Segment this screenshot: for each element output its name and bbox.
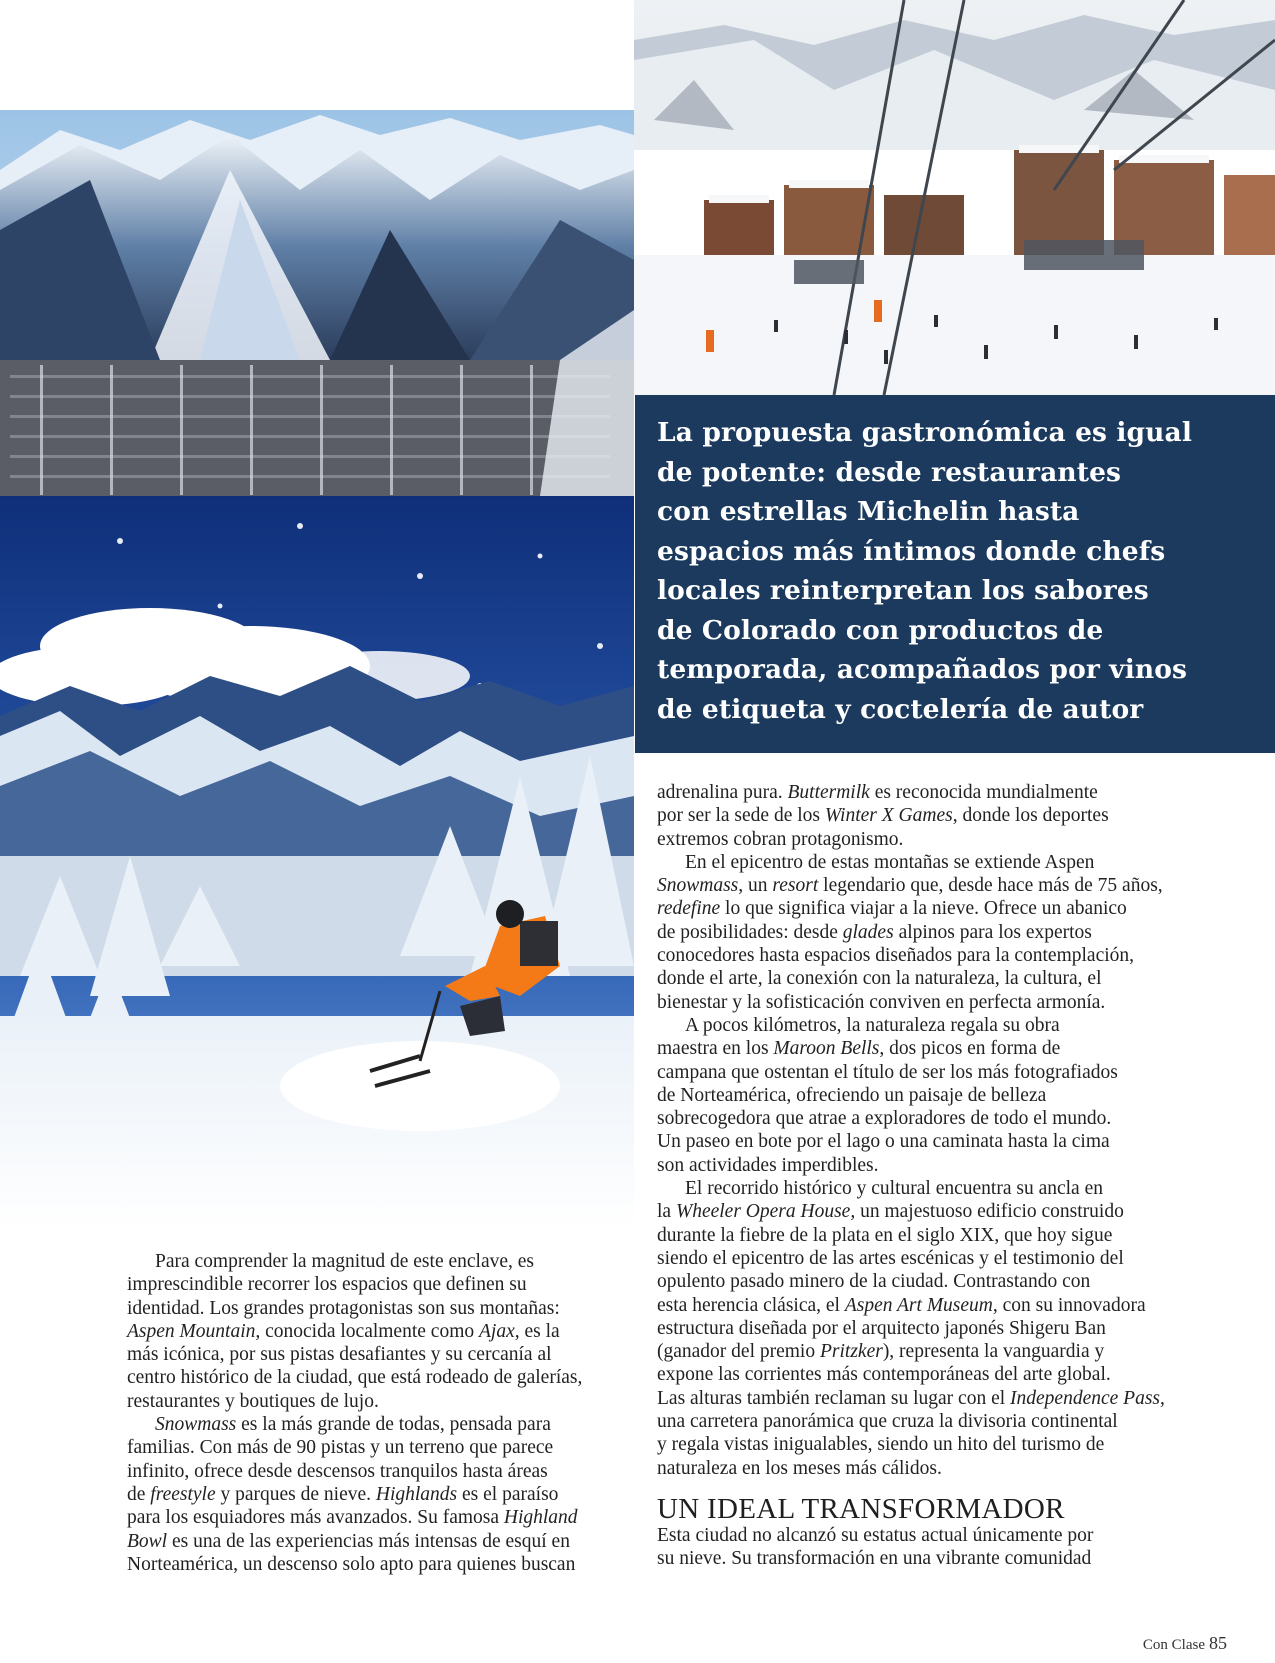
text-line bbox=[657, 1340, 1167, 1363]
text-line: siendo el epicentro de las artes escénicas y el testimonio del bbox=[657, 1247, 1124, 1269]
text-run: maestra en los bbox=[657, 1038, 774, 1060]
text-line: El recorrido histórico y cultural encuentra su ancla en bbox=[685, 1178, 1103, 1200]
italic-term: redefine bbox=[657, 898, 721, 920]
text-line: naturaleza en los meses más cálidos. bbox=[657, 1457, 942, 1479]
text-line bbox=[657, 897, 1167, 920]
text-line: identidad. Los grandes protagonistas son sus montañas: bbox=[127, 1297, 560, 1319]
text-line: durante la fiebre de la plata en el siglo XIX, que hoy sigue bbox=[657, 1224, 1113, 1246]
pull-quote-line: espacios más íntimos donde chefs bbox=[657, 535, 1166, 567]
text-line: En el epicentro de estas montañas se extiende Aspen bbox=[685, 851, 1095, 873]
italic-term: Aspen Art Museum bbox=[844, 1294, 993, 1316]
italic-term: Buttermilk bbox=[787, 782, 870, 803]
page-number: 85 bbox=[1209, 1633, 1227, 1653]
text-line: Para comprender la magnitud de este enclave, es bbox=[155, 1251, 535, 1272]
text-run: para los esquiadores más avanzados. Su famosa bbox=[127, 1507, 504, 1529]
italic-term: Aspen Mountain, bbox=[127, 1320, 261, 1342]
italic-term: Independence Pass bbox=[1010, 1387, 1161, 1409]
italic-term: glades bbox=[842, 921, 894, 943]
magazine-name: Con Clase bbox=[1142, 1637, 1205, 1653]
italic-term: resort bbox=[772, 875, 819, 897]
paragraph bbox=[657, 1524, 1167, 1571]
text-line bbox=[657, 1200, 1167, 1223]
pull-quote bbox=[635, 395, 1275, 753]
paragraph bbox=[657, 1014, 1167, 1177]
text-run: de posibilidades: desde bbox=[657, 921, 843, 943]
text-line: centro histórico de la ciudad, que está rodeado de galerías, bbox=[127, 1367, 583, 1389]
text-line: conocedores hasta espacios diseñados para la contemplación, bbox=[657, 945, 1135, 967]
text-line: su nieve. Su transformación en una vibrante comunidad bbox=[657, 1548, 1092, 1570]
paragraph bbox=[127, 1250, 627, 1413]
text-run: , dos picos en forma de bbox=[879, 1038, 1061, 1060]
text-run: , con su innovadora bbox=[992, 1294, 1146, 1316]
italic-term: Maroon Bells bbox=[773, 1038, 880, 1060]
text-line bbox=[127, 1483, 627, 1506]
italic-term: Snowmass bbox=[657, 875, 739, 897]
pull-quote-line: con estrellas Michelin hasta bbox=[657, 496, 1080, 527]
text-run: es una de las experiencias más intensas de esquí en bbox=[167, 1530, 570, 1552]
section-heading: UN IDEAL TRANSFORMADOR bbox=[657, 1492, 1065, 1525]
text-run: ), representa la vanguardia y bbox=[882, 1341, 1105, 1363]
text-line: bienestar y la sofisticación conviven en perfecta armonía. bbox=[657, 991, 1106, 1013]
text-line: A pocos kilómetros, la naturaleza regala su obra bbox=[685, 1014, 1060, 1036]
text-run: y parques de nieve. bbox=[215, 1483, 376, 1505]
article-column-left bbox=[127, 1250, 627, 1576]
pull-quote-line: La propuesta gastronómica es igual bbox=[657, 417, 1192, 448]
article-column-right bbox=[657, 781, 1167, 1571]
text-line bbox=[127, 1413, 627, 1436]
text-run: es la más grande de todas, pensada para bbox=[236, 1414, 551, 1436]
pull-quote-text bbox=[657, 413, 1255, 729]
text-line: y regala vistas inigualables, siendo un hito del turismo de bbox=[657, 1434, 1105, 1456]
skier-powder-photo bbox=[0, 496, 634, 1230]
text-run: , es la bbox=[514, 1320, 560, 1342]
text-line bbox=[657, 921, 1167, 944]
text-line: más icónica, por sus pistas desafiantes y su cercanía al bbox=[127, 1344, 552, 1366]
text-run: alpinos para los expertos bbox=[893, 921, 1092, 943]
aerial-mountain-town-photo bbox=[0, 110, 634, 496]
text-line bbox=[657, 1294, 1167, 1317]
paragraph bbox=[657, 1177, 1167, 1480]
text-run: lo que significa viajar a la nieve. Ofrece un abanico bbox=[720, 898, 1127, 920]
text-line: infinito, ofrece desde descensos tranquilos hasta áreas bbox=[127, 1460, 548, 1482]
text-line: estructura diseñada por el arquitecto japonés Shigeru Ban bbox=[657, 1317, 1106, 1339]
text-line: Norteamérica, un descenso solo apto para quienes buscan bbox=[127, 1553, 576, 1575]
text-run: esta herencia clásica, el bbox=[657, 1294, 845, 1316]
text-line: son actividades imperdibles. bbox=[657, 1154, 879, 1176]
pull-quote-line: de potente: desde restaurantes bbox=[657, 456, 1122, 488]
text-line: familias. Con más de 90 pistas y un terreno que parece bbox=[127, 1437, 554, 1459]
italic-term: Highlands bbox=[375, 1483, 458, 1505]
text-line: sobrecogedora que atrae a exploradores de todo el mundo. bbox=[657, 1108, 1112, 1130]
text-line bbox=[657, 874, 1167, 897]
text-run: de bbox=[127, 1483, 151, 1505]
text-line: campana que ostentan el título de ser los más fotografiados bbox=[657, 1061, 1118, 1083]
italic-term: freestyle bbox=[150, 1483, 216, 1505]
text-run: legendario que, desde hace más de 75 años, bbox=[818, 875, 1163, 897]
text-line: una carretera panorámica que cruza la divisoria continental bbox=[657, 1411, 1118, 1433]
text-run: adrenalina pura. bbox=[657, 782, 788, 803]
italic-term: Wheeler Opera House, bbox=[675, 1201, 856, 1223]
text-run: (ganador del premio bbox=[657, 1341, 820, 1363]
italic-term: Winter X Games bbox=[824, 805, 953, 827]
text-run: por ser la sede de los bbox=[657, 805, 825, 827]
text-run: un majestuoso edificio construido bbox=[855, 1201, 1124, 1223]
text-line: extremos cobran protagonismo. bbox=[657, 828, 904, 850]
italic-term: Highland bbox=[503, 1507, 578, 1529]
text-run: , un bbox=[738, 875, 773, 897]
paragraph bbox=[127, 1413, 627, 1576]
text-run: Las alturas también reclaman su lugar con el bbox=[657, 1387, 1011, 1409]
pull-quote-line: locales reinterpretan los sabores bbox=[657, 575, 1149, 606]
text-line bbox=[127, 1530, 627, 1553]
text-line bbox=[657, 781, 1167, 804]
italic-term: Bowl bbox=[127, 1530, 168, 1552]
text-run: es reconocida mundialmente bbox=[869, 782, 1098, 803]
paragraph bbox=[657, 851, 1167, 1014]
text-run: es el paraíso bbox=[457, 1483, 559, 1505]
pull-quote-line: de etiqueta y coctelería de autor bbox=[657, 693, 1144, 725]
text-run: la bbox=[657, 1201, 676, 1223]
text-line: Un paseo en bote por el lago o una caminata hasta la cima bbox=[657, 1131, 1110, 1153]
paragraph bbox=[657, 781, 1167, 851]
text-line: de Norteamérica, ofreciendo un paisaje de belleza bbox=[657, 1084, 1047, 1106]
pull-quote-line: de Colorado con productos de bbox=[657, 614, 1104, 646]
text-run: , donde los deportes bbox=[952, 805, 1109, 827]
text-line bbox=[657, 804, 1167, 827]
text-line bbox=[657, 1387, 1167, 1410]
text-line: imprescindible recorrer los espacios que definen su bbox=[127, 1274, 527, 1296]
text-line: donde el arte, la conexión con la naturaleza, la cultura, el bbox=[657, 968, 1102, 990]
text-line: restaurantes y boutiques de lujo. bbox=[127, 1390, 379, 1412]
text-run: , bbox=[1160, 1387, 1165, 1409]
text-line bbox=[127, 1320, 627, 1343]
italic-term: Pritzker bbox=[819, 1341, 883, 1363]
text-line: Esta ciudad no alcanzó su estatus actual únicamente por bbox=[657, 1524, 1094, 1546]
italic-term: Ajax bbox=[478, 1320, 515, 1342]
italic-term: Snowmass bbox=[155, 1414, 237, 1436]
page-footer bbox=[1143, 1633, 1227, 1654]
text-line: opulento pasado minero de la ciudad. Contrastando con bbox=[657, 1271, 1091, 1293]
pull-quote-line: temporada, acompañados por vinos bbox=[657, 654, 1188, 685]
text-line bbox=[127, 1506, 627, 1529]
text-line: expone las corrientes más contemporáneas del arte global. bbox=[657, 1364, 1111, 1386]
text-run: conocida localmente como bbox=[260, 1320, 479, 1342]
text-line bbox=[657, 1037, 1167, 1060]
ski-lift-resort-photo bbox=[634, 0, 1275, 395]
